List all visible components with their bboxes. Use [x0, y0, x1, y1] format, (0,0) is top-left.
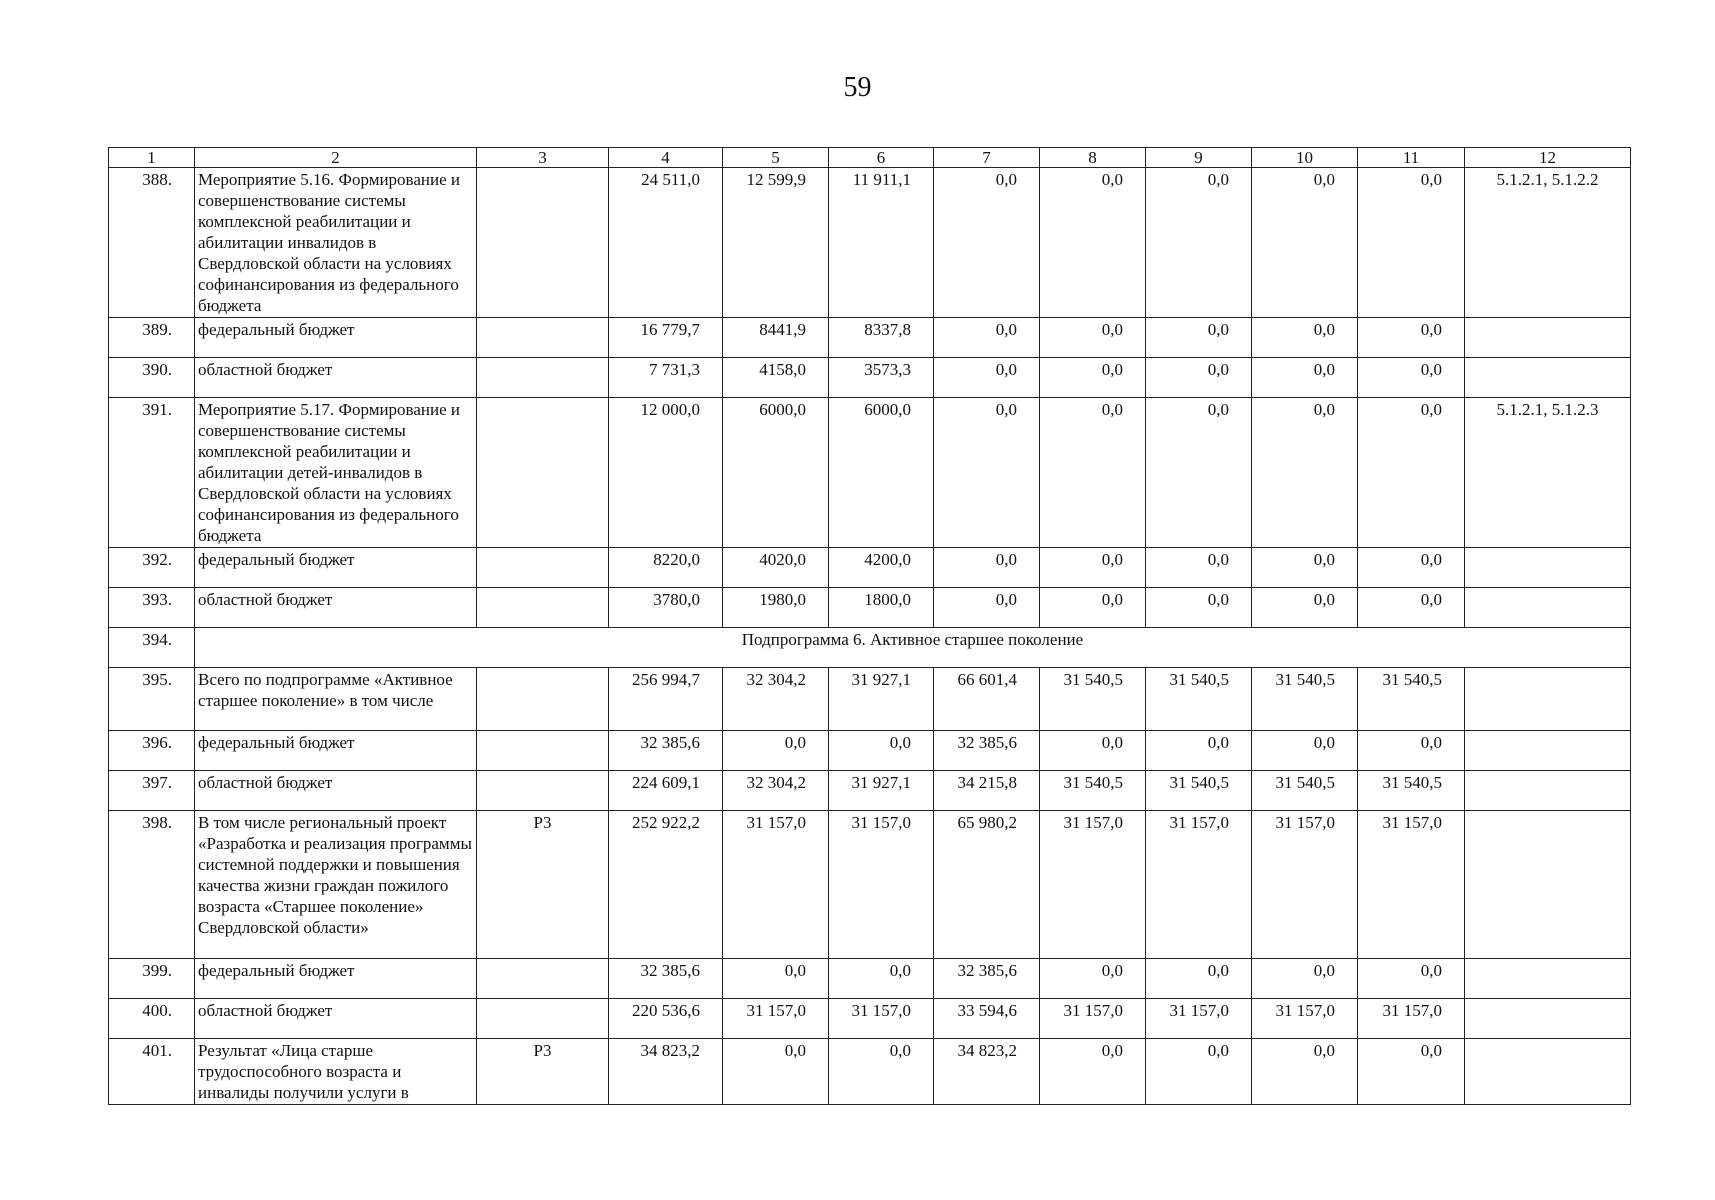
value-cell: 220 536,6	[609, 999, 723, 1039]
value-cell: 32 385,6	[934, 731, 1040, 771]
table-row	[109, 358, 1631, 398]
value-cell: 0,0	[1358, 588, 1465, 628]
target-indicator	[1465, 731, 1631, 771]
value-cell: 12 599,9	[723, 168, 829, 318]
column-header: 8	[1040, 148, 1146, 168]
value-cell: 31 157,0	[829, 999, 934, 1039]
value-cell: 0,0	[1252, 959, 1358, 999]
row-code	[477, 318, 609, 358]
row-name: областной бюджет	[195, 588, 477, 628]
value-cell: 0,0	[723, 959, 829, 999]
table-row	[109, 668, 1631, 731]
target-indicator	[1465, 548, 1631, 588]
value-cell: 0,0	[1146, 588, 1252, 628]
target-indicator	[1465, 959, 1631, 999]
value-cell: 7 731,3	[609, 358, 723, 398]
value-cell: 31 157,0	[1040, 999, 1146, 1039]
row-name: федеральный бюджет	[195, 318, 477, 358]
row-name: федеральный бюджет	[195, 959, 477, 999]
value-cell: 0,0	[1146, 1039, 1252, 1105]
value-cell: 31 157,0	[1040, 811, 1146, 959]
section-title: Подпрограмма 6. Активное старшее поколение	[195, 628, 1631, 668]
target-indicator	[1465, 999, 1631, 1039]
value-cell: 31 540,5	[1358, 771, 1465, 811]
table-row	[109, 731, 1631, 771]
value-cell: 4020,0	[723, 548, 829, 588]
value-cell: 0,0	[1252, 1039, 1358, 1105]
page-number: 59	[843, 72, 872, 103]
column-header: 6	[829, 148, 934, 168]
value-cell: 0,0	[1040, 588, 1146, 628]
value-cell: 31 157,0	[1252, 999, 1358, 1039]
value-cell: 16 779,7	[609, 318, 723, 358]
value-cell: 6000,0	[829, 398, 934, 548]
value-cell: 0,0	[1358, 548, 1465, 588]
value-cell: 31 540,5	[1146, 771, 1252, 811]
row-number: 398.	[109, 811, 195, 959]
row-code	[477, 999, 609, 1039]
value-cell: 0,0	[1358, 1039, 1465, 1105]
row-code	[477, 548, 609, 588]
table-row	[109, 771, 1631, 811]
value-cell: 0,0	[1358, 168, 1465, 318]
value-cell: 31 927,1	[829, 668, 934, 731]
budget-table	[108, 147, 1631, 1105]
value-cell: 1980,0	[723, 588, 829, 628]
value-cell: 256 994,7	[609, 668, 723, 731]
value-cell: 31 927,1	[829, 771, 934, 811]
value-cell: 0,0	[1146, 548, 1252, 588]
value-cell: 0,0	[1146, 168, 1252, 318]
value-cell: 0,0	[1040, 1039, 1146, 1105]
value-cell: 0,0	[1358, 318, 1465, 358]
row-number: 389.	[109, 318, 195, 358]
target-indicator	[1465, 318, 1631, 358]
value-cell: 0,0	[1040, 358, 1146, 398]
value-cell: 31 157,0	[829, 811, 934, 959]
column-header: 10	[1252, 148, 1358, 168]
row-code	[477, 959, 609, 999]
value-cell: 32 385,6	[609, 959, 723, 999]
row-number: 396.	[109, 731, 195, 771]
row-name: Всего по подпрограмме «Активное старшее поколение» в том числе	[195, 668, 477, 731]
value-cell: 8220,0	[609, 548, 723, 588]
row-number: 392.	[109, 548, 195, 588]
table-row	[109, 999, 1631, 1039]
value-cell: 0,0	[1040, 959, 1146, 999]
value-cell: 0,0	[1040, 318, 1146, 358]
value-cell: 6000,0	[723, 398, 829, 548]
row-name: Мероприятие 5.16. Формирование и совершенствование системы комплексной реабилитации и абилитации инвалидов в Свердловской области на условиях софинансирования из федерального бюджета	[195, 168, 477, 318]
row-number: 400.	[109, 999, 195, 1039]
value-cell: 24 511,0	[609, 168, 723, 318]
target-indicator	[1465, 358, 1631, 398]
row-name: областной бюджет	[195, 999, 477, 1039]
column-header: 12	[1465, 148, 1631, 168]
target-indicator	[1465, 588, 1631, 628]
value-cell: 31 157,0	[1252, 811, 1358, 959]
value-cell: 0,0	[1040, 548, 1146, 588]
value-cell: 8441,9	[723, 318, 829, 358]
value-cell: 224 609,1	[609, 771, 723, 811]
value-cell: 0,0	[934, 548, 1040, 588]
target-indicator	[1465, 668, 1631, 731]
column-header: 4	[609, 148, 723, 168]
value-cell: 31 157,0	[723, 811, 829, 959]
value-cell: 0,0	[723, 731, 829, 771]
table-row	[109, 1039, 1631, 1105]
table-row	[109, 628, 1631, 668]
value-cell: 0,0	[1040, 731, 1146, 771]
value-cell: 0,0	[1252, 731, 1358, 771]
value-cell: 0,0	[1252, 588, 1358, 628]
value-cell: 0,0	[1252, 398, 1358, 548]
column-header: 9	[1146, 148, 1252, 168]
row-number: 391.	[109, 398, 195, 548]
value-cell: 65 980,2	[934, 811, 1040, 959]
value-cell: 66 601,4	[934, 668, 1040, 731]
row-number: 388.	[109, 168, 195, 318]
value-cell: 0,0	[934, 168, 1040, 318]
value-cell: 34 823,2	[609, 1039, 723, 1105]
column-header: 1	[109, 148, 195, 168]
column-header: 3	[477, 148, 609, 168]
value-cell: 31 540,5	[1252, 771, 1358, 811]
value-cell: 31 157,0	[1146, 999, 1252, 1039]
table-row	[109, 811, 1631, 959]
value-cell: 3780,0	[609, 588, 723, 628]
row-code	[477, 358, 609, 398]
value-cell: 34 215,8	[934, 771, 1040, 811]
column-header: 5	[723, 148, 829, 168]
table-row	[109, 959, 1631, 999]
value-cell: 0,0	[1146, 398, 1252, 548]
table-row	[109, 318, 1631, 358]
value-cell: 31 540,5	[1040, 771, 1146, 811]
target-indicator	[1465, 811, 1631, 959]
value-cell: 0,0	[1252, 548, 1358, 588]
value-cell: 32 304,2	[723, 771, 829, 811]
value-cell: 32 385,6	[934, 959, 1040, 999]
target-indicator: 5.1.2.1, 5.1.2.2	[1465, 168, 1631, 318]
row-code	[477, 771, 609, 811]
value-cell: 0,0	[1146, 358, 1252, 398]
row-number: 394.	[109, 628, 195, 668]
value-cell: 0,0	[1252, 168, 1358, 318]
target-indicator	[1465, 1039, 1631, 1105]
column-header: 7	[934, 148, 1040, 168]
row-number: 393.	[109, 588, 195, 628]
value-cell: 0,0	[934, 358, 1040, 398]
value-cell: 31 157,0	[1358, 811, 1465, 959]
value-cell: 31 540,5	[1146, 668, 1252, 731]
value-cell: 1800,0	[829, 588, 934, 628]
column-header: 2	[195, 148, 477, 168]
row-name: федеральный бюджет	[195, 548, 477, 588]
value-cell: 0,0	[1358, 731, 1465, 771]
row-name: Результат «Лица старше трудоспособного возраста и инвалиды получили услуги в	[195, 1039, 477, 1105]
row-name: В том числе региональный проект «Разработка и реализация программы системной поддержки и повышения качества жизни граждан пожилого возраста «Старшее поколение» Свердловской области»	[195, 811, 477, 959]
row-name: федеральный бюджет	[195, 731, 477, 771]
row-code: Р3	[477, 811, 609, 959]
value-cell: 0,0	[1358, 959, 1465, 999]
row-number: 397.	[109, 771, 195, 811]
target-indicator: 5.1.2.1, 5.1.2.3	[1465, 398, 1631, 548]
value-cell: 0,0	[829, 731, 934, 771]
row-name: Мероприятие 5.17. Формирование и совершенствование системы комплексной реабилитации и абилитации детей-инвалидов в Свердловской области на условиях софинансирования из федерального бюджета	[195, 398, 477, 548]
row-name: областной бюджет	[195, 771, 477, 811]
value-cell: 11 911,1	[829, 168, 934, 318]
value-cell: 4158,0	[723, 358, 829, 398]
value-cell: 34 823,2	[934, 1039, 1040, 1105]
target-indicator	[1465, 771, 1631, 811]
row-number: 395.	[109, 668, 195, 731]
row-code	[477, 168, 609, 318]
value-cell: 33 594,6	[934, 999, 1040, 1039]
row-code: Р3	[477, 1039, 609, 1105]
table-row	[109, 588, 1631, 628]
value-cell: 12 000,0	[609, 398, 723, 548]
row-code	[477, 731, 609, 771]
value-cell: 0,0	[1252, 318, 1358, 358]
header-row	[109, 148, 1631, 168]
value-cell: 0,0	[934, 318, 1040, 358]
column-header: 11	[1358, 148, 1465, 168]
value-cell: 31 157,0	[723, 999, 829, 1039]
table-row	[109, 168, 1631, 318]
value-cell: 0,0	[723, 1039, 829, 1105]
value-cell: 31 540,5	[1252, 668, 1358, 731]
value-cell: 31 157,0	[1146, 811, 1252, 959]
value-cell: 0,0	[934, 588, 1040, 628]
value-cell: 0,0	[1146, 318, 1252, 358]
row-number: 390.	[109, 358, 195, 398]
value-cell: 0,0	[1040, 168, 1146, 318]
table-row	[109, 548, 1631, 588]
row-name: областной бюджет	[195, 358, 477, 398]
table-row	[109, 398, 1631, 548]
row-code	[477, 398, 609, 548]
value-cell: 3573,3	[829, 358, 934, 398]
value-cell: 31 540,5	[1358, 668, 1465, 731]
value-cell: 4200,0	[829, 548, 934, 588]
row-number: 399.	[109, 959, 195, 999]
value-cell: 0,0	[1146, 731, 1252, 771]
value-cell: 32 304,2	[723, 668, 829, 731]
value-cell: 8337,8	[829, 318, 934, 358]
value-cell: 32 385,6	[609, 731, 723, 771]
value-cell: 0,0	[1146, 959, 1252, 999]
row-code	[477, 668, 609, 731]
row-number: 401.	[109, 1039, 195, 1105]
value-cell: 31 540,5	[1040, 668, 1146, 731]
value-cell: 0,0	[934, 398, 1040, 548]
value-cell: 0,0	[1252, 358, 1358, 398]
row-code	[477, 588, 609, 628]
value-cell: 0,0	[1040, 398, 1146, 548]
value-cell: 252 922,2	[609, 811, 723, 959]
value-cell: 0,0	[1358, 398, 1465, 548]
value-cell: 0,0	[829, 1039, 934, 1105]
value-cell: 0,0	[829, 959, 934, 999]
value-cell: 31 157,0	[1358, 999, 1465, 1039]
value-cell: 0,0	[1358, 358, 1465, 398]
